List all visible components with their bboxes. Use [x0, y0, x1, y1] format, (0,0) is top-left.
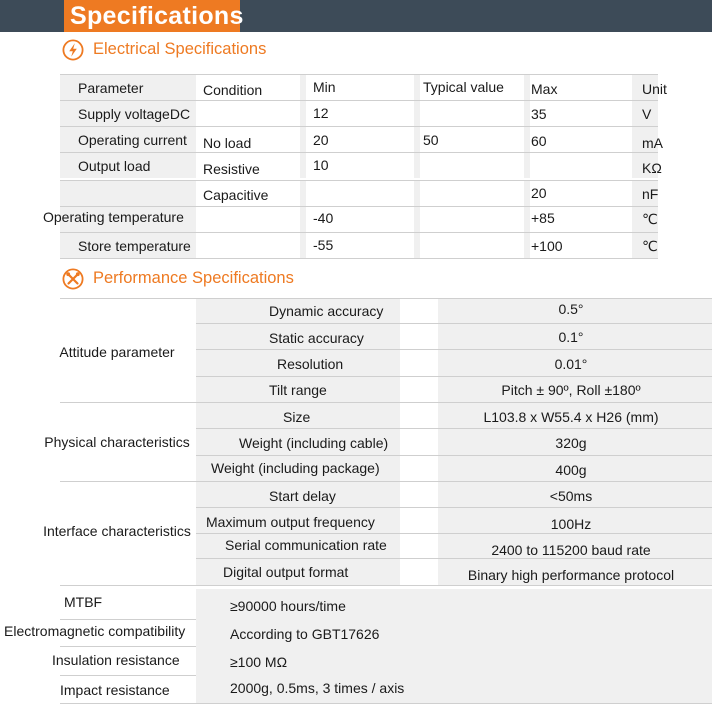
cell-unit: mA: [642, 135, 663, 151]
extra-name: Electromagnetic compatibility: [4, 623, 186, 639]
extra-value: ≥90000 hours/time: [230, 598, 346, 614]
table-stripe: [300, 153, 306, 178]
table-stripe: [524, 153, 530, 178]
spec-name: Static accuracy: [269, 330, 364, 346]
cell-min: 20: [313, 132, 329, 148]
cell-condition: Capacitive: [203, 187, 269, 203]
spec-value: 100Hz: [550, 516, 592, 532]
extra-value: ≥100 MΩ: [230, 654, 288, 670]
cell-unit: KΩ: [642, 160, 662, 176]
electrical-section-title: Electrical Specifications: [93, 40, 267, 58]
spec-name: Size: [283, 409, 311, 425]
row-divider: [60, 100, 658, 101]
row-divider: [60, 152, 658, 153]
row-divider: [196, 455, 712, 456]
cell-parameter: Store temperature: [78, 238, 191, 254]
page-title: Specifications: [70, 2, 244, 30]
row-divider: [196, 349, 712, 350]
table-stripe: [524, 207, 530, 232]
spec-name: Digital output format: [223, 564, 349, 580]
column-header: Max: [531, 81, 558, 97]
spec-value: <50ms: [549, 488, 593, 504]
spec-value: 0.1°: [558, 329, 584, 345]
column-header: Min: [313, 79, 336, 95]
cell-max: +100: [531, 238, 563, 254]
category-label: Physical characteristics: [44, 434, 190, 450]
spec-value: 0.01°: [554, 356, 588, 372]
cell-max: 20: [531, 185, 547, 201]
cell-condition: Resistive: [203, 161, 260, 177]
cell-unit: ℃: [642, 238, 658, 254]
category-label: Interface characteristics: [43, 523, 191, 539]
cell-unit: nF: [642, 186, 659, 202]
cell-parameter: Operating current: [78, 132, 187, 148]
cell-unit: V: [642, 106, 652, 122]
performance-section-title: Performance Specifications: [93, 269, 294, 287]
spec-name: Resolution: [277, 356, 344, 372]
table-stripe: [524, 101, 530, 126]
extra-name: Insulation resistance: [52, 652, 180, 668]
row-divider: [60, 703, 712, 704]
cell-parameter: Operating temperature: [43, 209, 184, 225]
table-stripe: [524, 127, 530, 152]
cell-max: 35: [531, 106, 547, 122]
spec-name: Weight (including cable): [239, 435, 389, 451]
row-divider: [60, 206, 658, 207]
table-stripe: [524, 75, 530, 100]
extra-name: Impact resistance: [60, 682, 170, 698]
row-divider: [196, 376, 712, 377]
row-divider: [196, 533, 712, 534]
row-divider: [60, 126, 658, 127]
table-stripe: [300, 101, 306, 126]
table-stripe: [60, 181, 196, 206]
row-divider: [196, 323, 712, 324]
spec-value: 320g: [555, 435, 587, 451]
spec-name: Maximum output frequency: [206, 514, 375, 530]
row-divider: [60, 258, 658, 259]
table-stripe: [414, 233, 420, 258]
group-divider: [60, 585, 712, 586]
cell-min: -40: [313, 210, 334, 226]
cell-max: +85: [531, 210, 555, 226]
cell-min: -55: [313, 237, 334, 253]
spec-name: Dynamic accuracy: [269, 303, 384, 319]
row-divider: [60, 74, 658, 75]
cell-max: 60: [531, 133, 547, 149]
cell-condition: No load: [203, 135, 252, 151]
spec-name: Tilt range: [269, 382, 327, 398]
table-stripe: [300, 207, 306, 232]
table-stripe: [300, 127, 306, 152]
column-header: Condition: [203, 82, 263, 98]
table-stripe: [300, 181, 306, 206]
spec-value: 400g: [555, 462, 587, 478]
table-stripe: [414, 207, 420, 232]
extra-name: MTBF: [64, 594, 103, 610]
group-divider: [60, 481, 712, 482]
table-stripe: [524, 181, 530, 206]
spec-value: 2400 to 115200 baud rate: [491, 542, 651, 558]
tools-icon: [62, 268, 84, 290]
spec-value: L103.8 x W55.4 x H26 (mm): [483, 409, 659, 425]
cell-parameter: Output load: [78, 158, 151, 174]
table-stripe: [414, 101, 420, 126]
spec-name: Start delay: [269, 488, 336, 504]
table-stripe: [300, 75, 306, 100]
cell-min: 10: [313, 157, 329, 173]
row-divider: [60, 232, 658, 233]
cell-min: 12: [313, 105, 329, 121]
category-label: Attitude parameter: [59, 344, 175, 360]
column-header: Typical value: [423, 79, 504, 95]
table-stripe: [300, 233, 306, 258]
spec-value: Pitch ± 90º, Roll ±180º: [501, 382, 641, 398]
column-header: Unit: [642, 81, 667, 97]
extra-value: According to GBT17626: [230, 626, 380, 642]
spec-value: 0.5°: [558, 301, 584, 317]
group-divider: [60, 298, 712, 299]
spec-name: Serial communication rate: [225, 537, 387, 553]
lightning-icon: [62, 39, 84, 61]
table-stripe: [414, 181, 420, 206]
spec-name: Weight (including package): [211, 460, 380, 476]
column-header: Parameter: [78, 80, 144, 96]
row-divider: [60, 180, 658, 181]
table-stripe: [414, 153, 420, 178]
group-divider: [60, 402, 712, 403]
table-stripe: [524, 233, 530, 258]
extra-value: 2000g, 0.5ms, 3 times / axis: [230, 680, 405, 696]
table-stripe: [414, 75, 420, 100]
table-stripe: [414, 127, 420, 152]
cell-typical: 50: [423, 132, 439, 148]
cell-parameter: Supply voltageDC: [78, 106, 191, 122]
cell-unit: ℃: [642, 211, 658, 227]
row-divider: [196, 507, 712, 508]
row-divider: [196, 428, 712, 429]
spec-value: Binary high performance protocol: [467, 567, 675, 583]
